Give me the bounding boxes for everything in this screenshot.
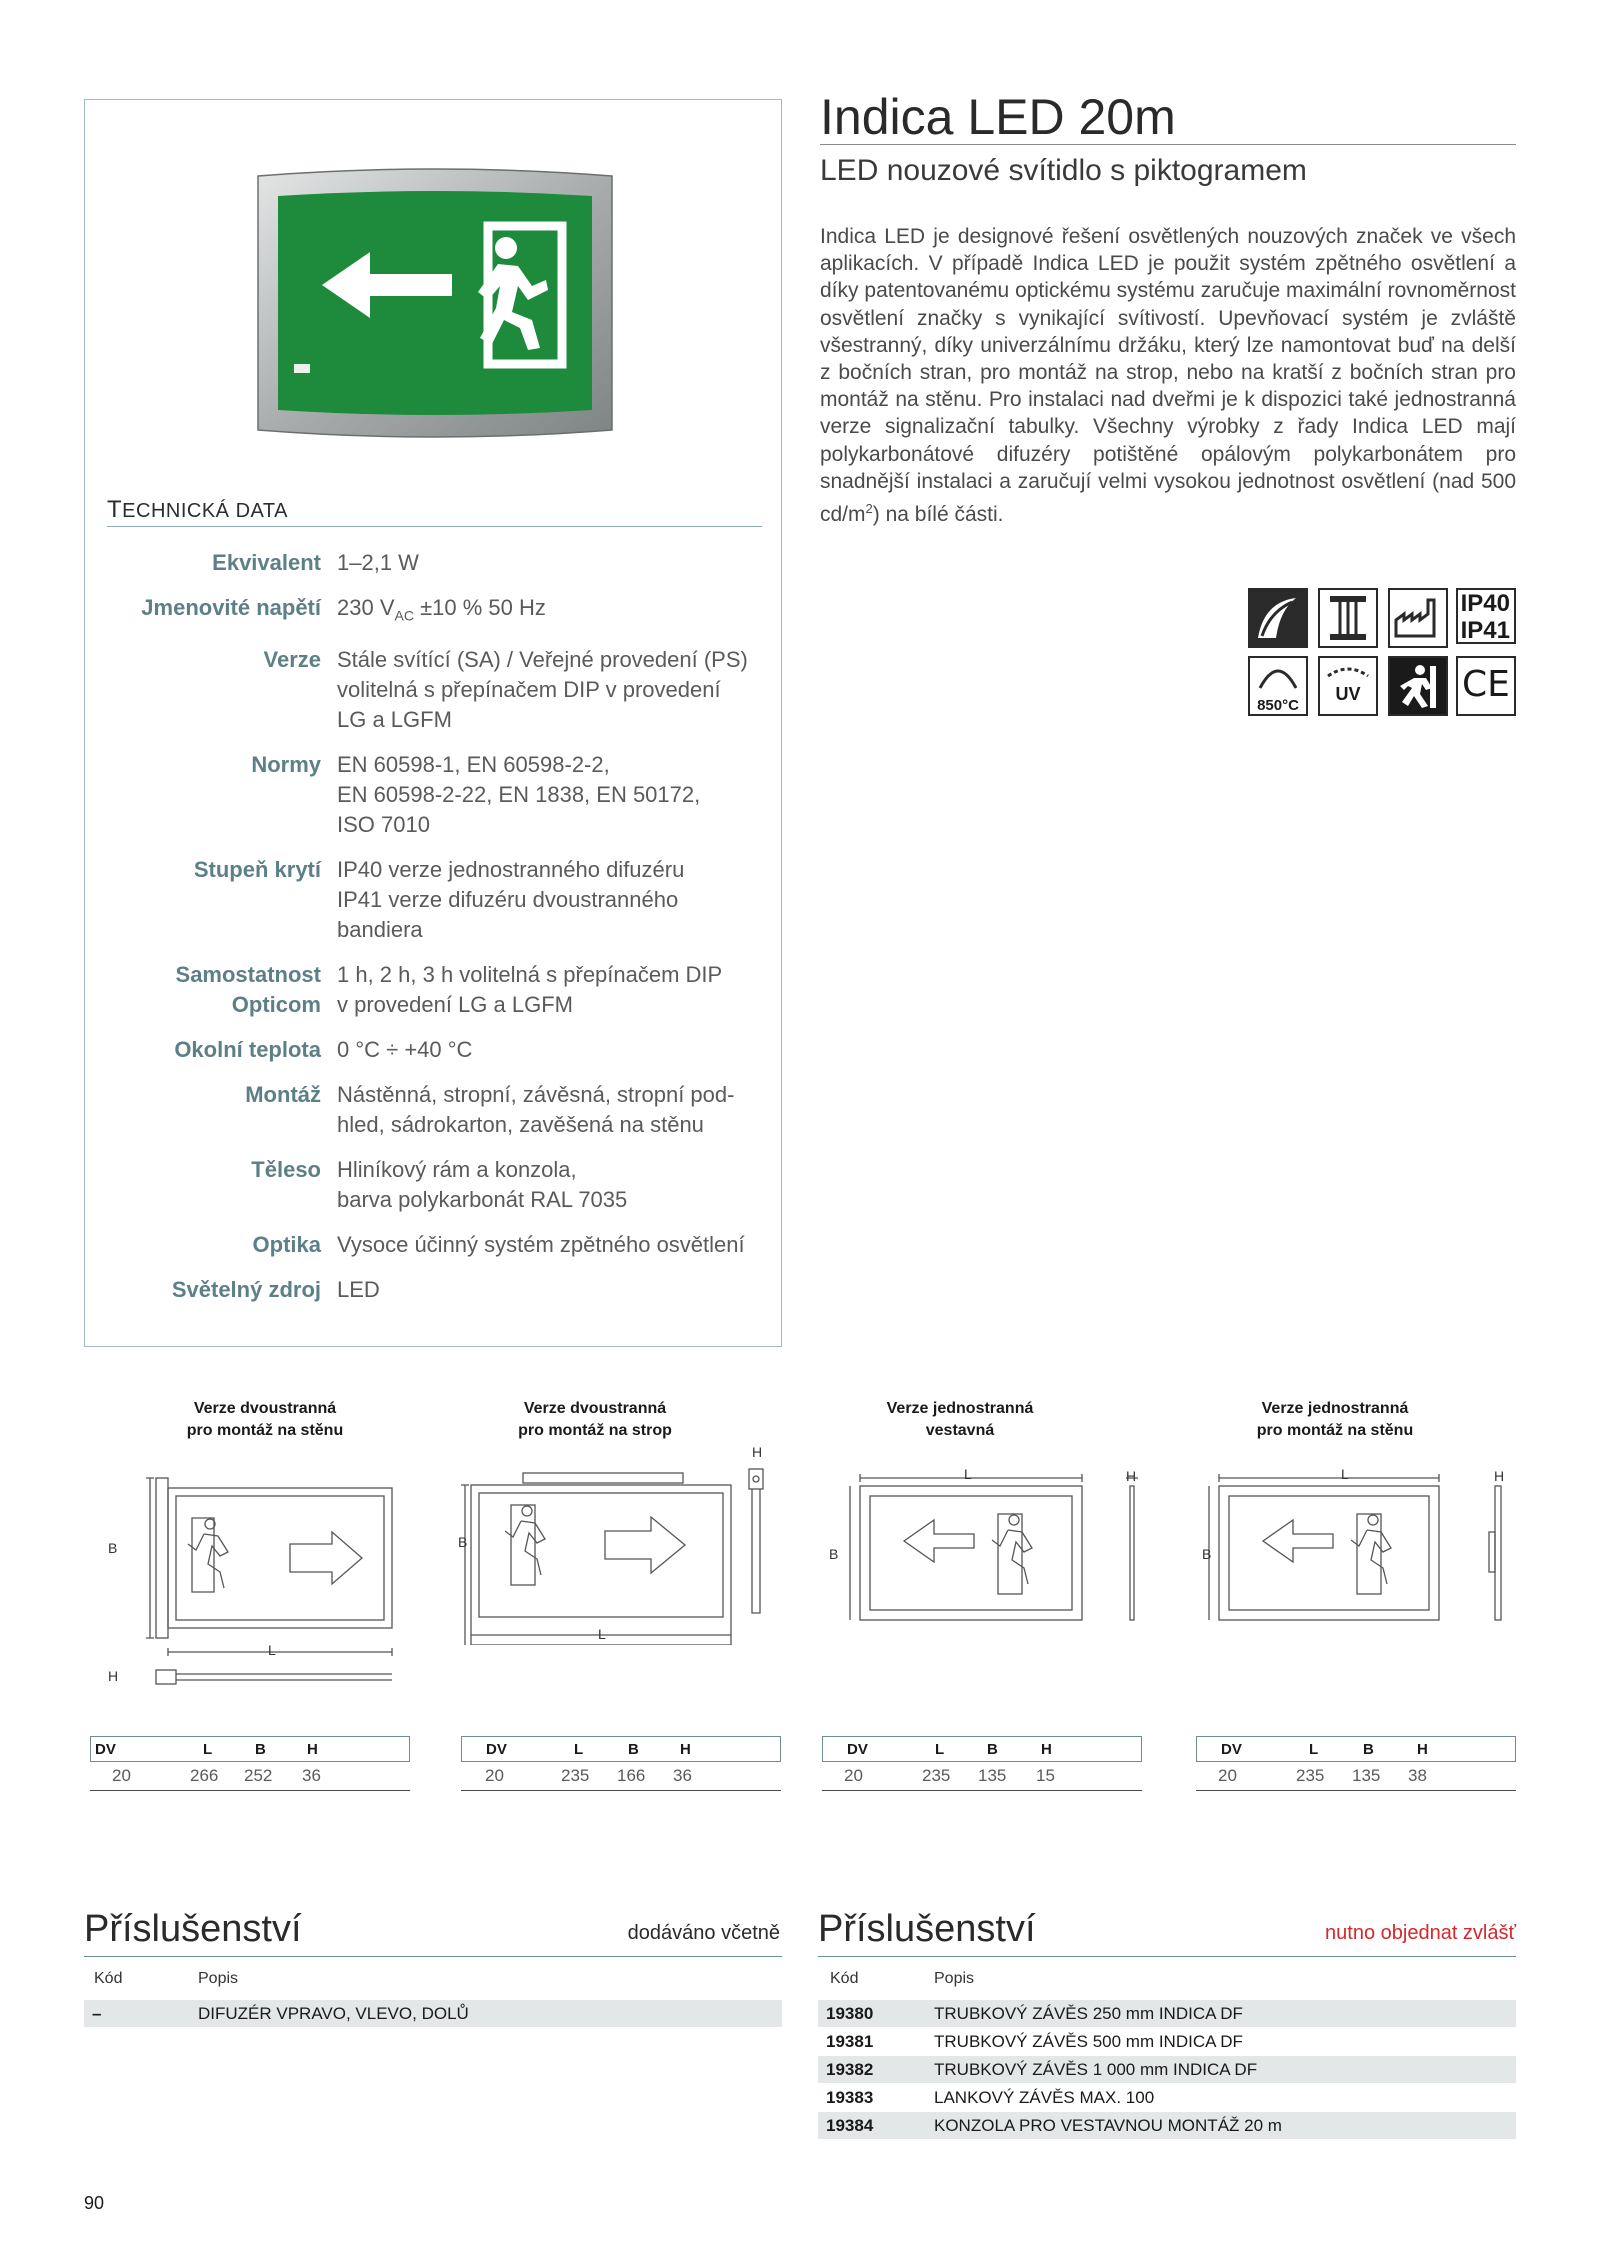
accessories-included-note: dodáváno včetně bbox=[627, 1922, 780, 1944]
accessory-code: 19382 bbox=[826, 2060, 874, 2079]
dim-label-h: H bbox=[1126, 1468, 1137, 1484]
dimension-table-row bbox=[1196, 1762, 1516, 1791]
tech-data-table bbox=[100, 548, 770, 1320]
dim-label-l: L bbox=[598, 1626, 606, 1642]
cell-l: 235 bbox=[922, 1766, 951, 1785]
accessories-separate-note: nutno objednat zvlášť bbox=[1325, 1922, 1516, 1944]
col-b: B bbox=[1363, 1741, 1374, 1758]
ip-rating-icon bbox=[1456, 588, 1516, 648]
product-subtitle: LED nouzové svítidlo s piktogramem bbox=[820, 154, 1307, 187]
spec-row-ambient-temp bbox=[100, 1035, 770, 1065]
dimension-table-row bbox=[90, 1762, 410, 1791]
dim-label-l: L bbox=[964, 1466, 972, 1482]
drawing-wall-double bbox=[100, 1460, 400, 1690]
spec-label: Verze bbox=[263, 647, 321, 673]
tech-heading-initial: T bbox=[107, 496, 123, 523]
spec-value bbox=[337, 593, 767, 630]
col-dv: DV bbox=[486, 1741, 507, 1758]
spec-label: Montáž bbox=[245, 1082, 321, 1108]
spec-label: Těleso bbox=[251, 1157, 321, 1183]
spec-label: Stupeň krytí bbox=[193, 857, 321, 883]
spec-value: Stále svítící (SA) / Veřejné provedení (PS) volitelná s přepínačem DIP v provedení LG a LGFM bbox=[337, 647, 748, 733]
spec-label: Jmenovité napětí bbox=[141, 595, 321, 620]
col-b: B bbox=[987, 1741, 998, 1758]
product-description bbox=[820, 223, 1516, 528]
description-text: Indica LED je designové řešení osvětlených nouzových značek ve všech aplikacích. V případě Indica LED je použit systém zpětného osvětlení a díky patentovanému optickému systému zaručuje maximální rovnoměrnost osvětlení značky s vynikající svítivostí. Upevňovací systém je zvláště všestranný, díky univerzálnímu držáku, který lze namontovat buď na delší z bočních stran, pro montáž na strop, nebo na kratší z bočních stran pro montáž na stěnu. Pro instalaci nad dveřmi je k dispozici také jednostranná verze signalizační tabulky. Všechny výrobky z řady Indica LED mají polykarbonátové difuzéry potištěné opálovým polykarbonátem pro snadnější instalaci a zaručují velmi vysokou jednotnost osvětlení (nad 500 cd/m bbox=[820, 225, 1516, 527]
dim-label-h: H bbox=[752, 1444, 763, 1460]
spec-label: Okolní teplota bbox=[174, 1037, 321, 1063]
uv-icon bbox=[1318, 656, 1378, 716]
luminaire-surface-icon bbox=[1248, 588, 1308, 648]
col-desc-header: Popis bbox=[934, 1970, 975, 1987]
cell-l: 235 bbox=[561, 1766, 590, 1785]
col-l: L bbox=[574, 1741, 584, 1758]
spec-value: 1 h, 2 h, 3 h volitelná s přepínačem DIP v provedení LG a LGFM bbox=[337, 962, 723, 1018]
accessory-code: 19384 bbox=[826, 2116, 874, 2135]
emergency-exit-icon bbox=[1388, 656, 1448, 716]
accessory-code: 19380 bbox=[826, 2004, 874, 2023]
dimension-table bbox=[90, 1736, 410, 1791]
version-caption: Verze dvoustranná pro montáž na strop bbox=[518, 1400, 672, 1439]
col-desc-header: Popis bbox=[198, 1970, 239, 1987]
accessory-desc: KONZOLA PRO VESTAVNOU MONTÁŽ 20 m bbox=[934, 2116, 1282, 2135]
col-b: B bbox=[255, 1741, 266, 1758]
cell-dv: 20 bbox=[1218, 1766, 1237, 1785]
spec-row-equivalent bbox=[100, 548, 770, 578]
dimension-table-header bbox=[90, 1736, 410, 1762]
dimension-table bbox=[461, 1736, 781, 1791]
accessory-row bbox=[818, 2056, 1516, 2083]
col-h: H bbox=[1041, 1741, 1052, 1758]
dim-label-b: B bbox=[1202, 1546, 1212, 1562]
cell-dv: 20 bbox=[485, 1766, 504, 1785]
dimension-table-row bbox=[822, 1762, 1142, 1791]
accessory-desc: LANKOVÝ ZÁVĚS MAX. 100 bbox=[934, 2088, 1155, 2107]
dimension-table-header bbox=[822, 1736, 1142, 1762]
product-photo bbox=[250, 168, 620, 438]
version-caption: Verze jednostranná pro montáž na stěnu bbox=[1256, 1400, 1414, 1439]
accessory-row bbox=[818, 2028, 1516, 2055]
drawing-ceiling-double bbox=[455, 1445, 795, 1645]
dimension-table bbox=[1196, 1736, 1516, 1791]
spec-label: Ekvivalent bbox=[212, 550, 321, 575]
description-superscript: 2 bbox=[865, 501, 873, 517]
cell-b: 166 bbox=[617, 1766, 646, 1785]
cell-b: 252 bbox=[244, 1766, 273, 1785]
col-b: B bbox=[628, 1741, 639, 1758]
spec-row-autonomy bbox=[100, 960, 770, 1020]
accessories-included-rule bbox=[84, 1956, 782, 1957]
dim-label-h: H bbox=[108, 1668, 119, 1684]
product-title: Indica LED 20m bbox=[820, 89, 1176, 145]
spec-label: Optika bbox=[252, 1232, 321, 1258]
accessory-desc: DIFUZÉR VPRAVO, VLEVO, DOLŮ bbox=[198, 2004, 469, 2023]
spec-value: Vysoce účinný systém zpětného osvětlení bbox=[337, 1232, 745, 1258]
title-divider bbox=[820, 144, 1516, 145]
dimension-table-row bbox=[461, 1762, 781, 1791]
drawing-wall-single bbox=[1195, 1462, 1525, 1622]
spec-label: Normy bbox=[251, 752, 321, 778]
spec-label: Světelný zdroj bbox=[171, 1277, 321, 1303]
accessory-desc: TRUBKOVÝ ZÁVĚS 1 000 mm INDICA DF bbox=[934, 2060, 1258, 2079]
ce-icon bbox=[1456, 656, 1516, 716]
spec-value: 1–2,1 W bbox=[337, 550, 419, 575]
ip41-label: IP41 bbox=[1460, 617, 1510, 644]
col-l: L bbox=[1309, 1741, 1319, 1758]
voltage-value: 230 V bbox=[337, 595, 395, 620]
cell-b: 135 bbox=[1352, 1766, 1381, 1785]
dimension-table bbox=[822, 1736, 1142, 1791]
col-l: L bbox=[935, 1741, 945, 1758]
col-l: L bbox=[203, 1741, 213, 1758]
spec-row-light-source bbox=[100, 1275, 770, 1305]
accessory-code: – bbox=[92, 2004, 102, 2023]
uv-label: UV bbox=[1335, 684, 1361, 704]
spec-value: EN 60598-1, EN 60598-2-2, EN 60598-2-22, EN 1838, EN 50172, ISO 7010 bbox=[337, 752, 701, 838]
accessories-included-title: Příslušenství bbox=[84, 1908, 302, 1950]
accessories-separate-title: Příslušenství bbox=[818, 1908, 1036, 1950]
version-caption: Verze jednostranná vestavná bbox=[886, 1400, 1034, 1439]
cell-h: 38 bbox=[1408, 1766, 1427, 1785]
accessory-row bbox=[818, 2084, 1516, 2111]
cell-h: 36 bbox=[673, 1766, 692, 1785]
dim-label-b: B bbox=[829, 1546, 839, 1562]
accessory-row bbox=[818, 2000, 1516, 2027]
voltage-subscript: AC bbox=[394, 607, 414, 624]
spec-row-ip-rating bbox=[100, 855, 770, 945]
cell-l: 235 bbox=[1296, 1766, 1325, 1785]
spec-row-voltage bbox=[100, 593, 770, 630]
spec-value: Hliníkový rám a konzola, barva polykarbonát RAL 7035 bbox=[337, 1157, 628, 1213]
cell-h: 15 bbox=[1036, 1766, 1055, 1785]
spec-value: LED bbox=[337, 1277, 380, 1303]
dim-label-l: L bbox=[268, 1642, 276, 1658]
cell-h: 36 bbox=[302, 1766, 321, 1785]
spec-value: 0 °C ÷ +40 °C bbox=[337, 1037, 473, 1063]
ip40-label: IP40 bbox=[1460, 590, 1510, 617]
col-code-header: Kód bbox=[94, 1970, 123, 1987]
dimension-table-header bbox=[461, 1736, 781, 1762]
accessory-code: 19381 bbox=[826, 2032, 874, 2051]
drawing-recessed-single bbox=[820, 1462, 1150, 1622]
spec-value: Nástěnná, stropní, závěsná, stropní pod- hled, sádrokarton, zavěšená na stěnu bbox=[337, 1082, 735, 1138]
page-number: 90 bbox=[84, 2193, 105, 2213]
spec-row-version bbox=[100, 645, 770, 735]
spec-row-body bbox=[100, 1155, 770, 1215]
glow-wire-icon bbox=[1248, 656, 1308, 716]
accessory-desc: TRUBKOVÝ ZÁVĚS 500 mm INDICA DF bbox=[934, 2032, 1243, 2051]
cell-b: 135 bbox=[978, 1766, 1007, 1785]
ce-label: CE bbox=[1462, 664, 1510, 705]
accessory-code: 19383 bbox=[826, 2088, 874, 2107]
spec-value: IP40 verze jednostranného difuzéru IP41 verze difuzéru dvoustranného bandiera bbox=[337, 857, 685, 943]
col-h: H bbox=[307, 1741, 318, 1758]
col-dv: DV bbox=[95, 1741, 116, 1758]
spec-label: Samostatnost Opticom bbox=[175, 962, 321, 1018]
tech-heading-text: ECHNICKÁ DATA bbox=[122, 500, 288, 522]
col-dv: DV bbox=[1221, 1741, 1242, 1758]
dim-label-b: B bbox=[458, 1534, 468, 1550]
dim-label-b: B bbox=[108, 1540, 118, 1556]
description-tail: ) na bílé části. bbox=[872, 503, 1004, 527]
col-code-header: Kód bbox=[830, 1970, 859, 1987]
voltage-tolerance: ±10 % 50 Hz bbox=[413, 595, 546, 620]
cell-dv: 20 bbox=[112, 1766, 131, 1785]
accessory-row bbox=[84, 2000, 782, 2027]
ceiling-mount-icon bbox=[1318, 588, 1378, 648]
col-dv: DV bbox=[847, 1741, 868, 1758]
col-h: H bbox=[680, 1741, 691, 1758]
accessory-desc: TRUBKOVÝ ZÁVĚS 250 mm INDICA DF bbox=[934, 2004, 1243, 2023]
glow-wire-label: 850°C bbox=[1257, 697, 1299, 714]
accessory-row bbox=[818, 2112, 1516, 2139]
accessories-separate-rule bbox=[818, 1956, 1516, 1957]
dim-label-l: L bbox=[1341, 1466, 1349, 1482]
spec-row-mounting bbox=[100, 1080, 770, 1140]
dimension-table-header bbox=[1196, 1736, 1516, 1762]
cell-dv: 20 bbox=[844, 1766, 863, 1785]
spec-row-standards bbox=[100, 750, 770, 840]
factory-icon bbox=[1388, 588, 1448, 648]
version-caption: Verze dvoustranná pro montáž na stěnu bbox=[186, 1400, 344, 1439]
tech-data-heading bbox=[107, 496, 762, 527]
spec-row-optics bbox=[100, 1230, 770, 1260]
dim-label-h: H bbox=[1494, 1468, 1505, 1484]
col-h: H bbox=[1417, 1741, 1428, 1758]
cell-l: 266 bbox=[190, 1766, 219, 1785]
